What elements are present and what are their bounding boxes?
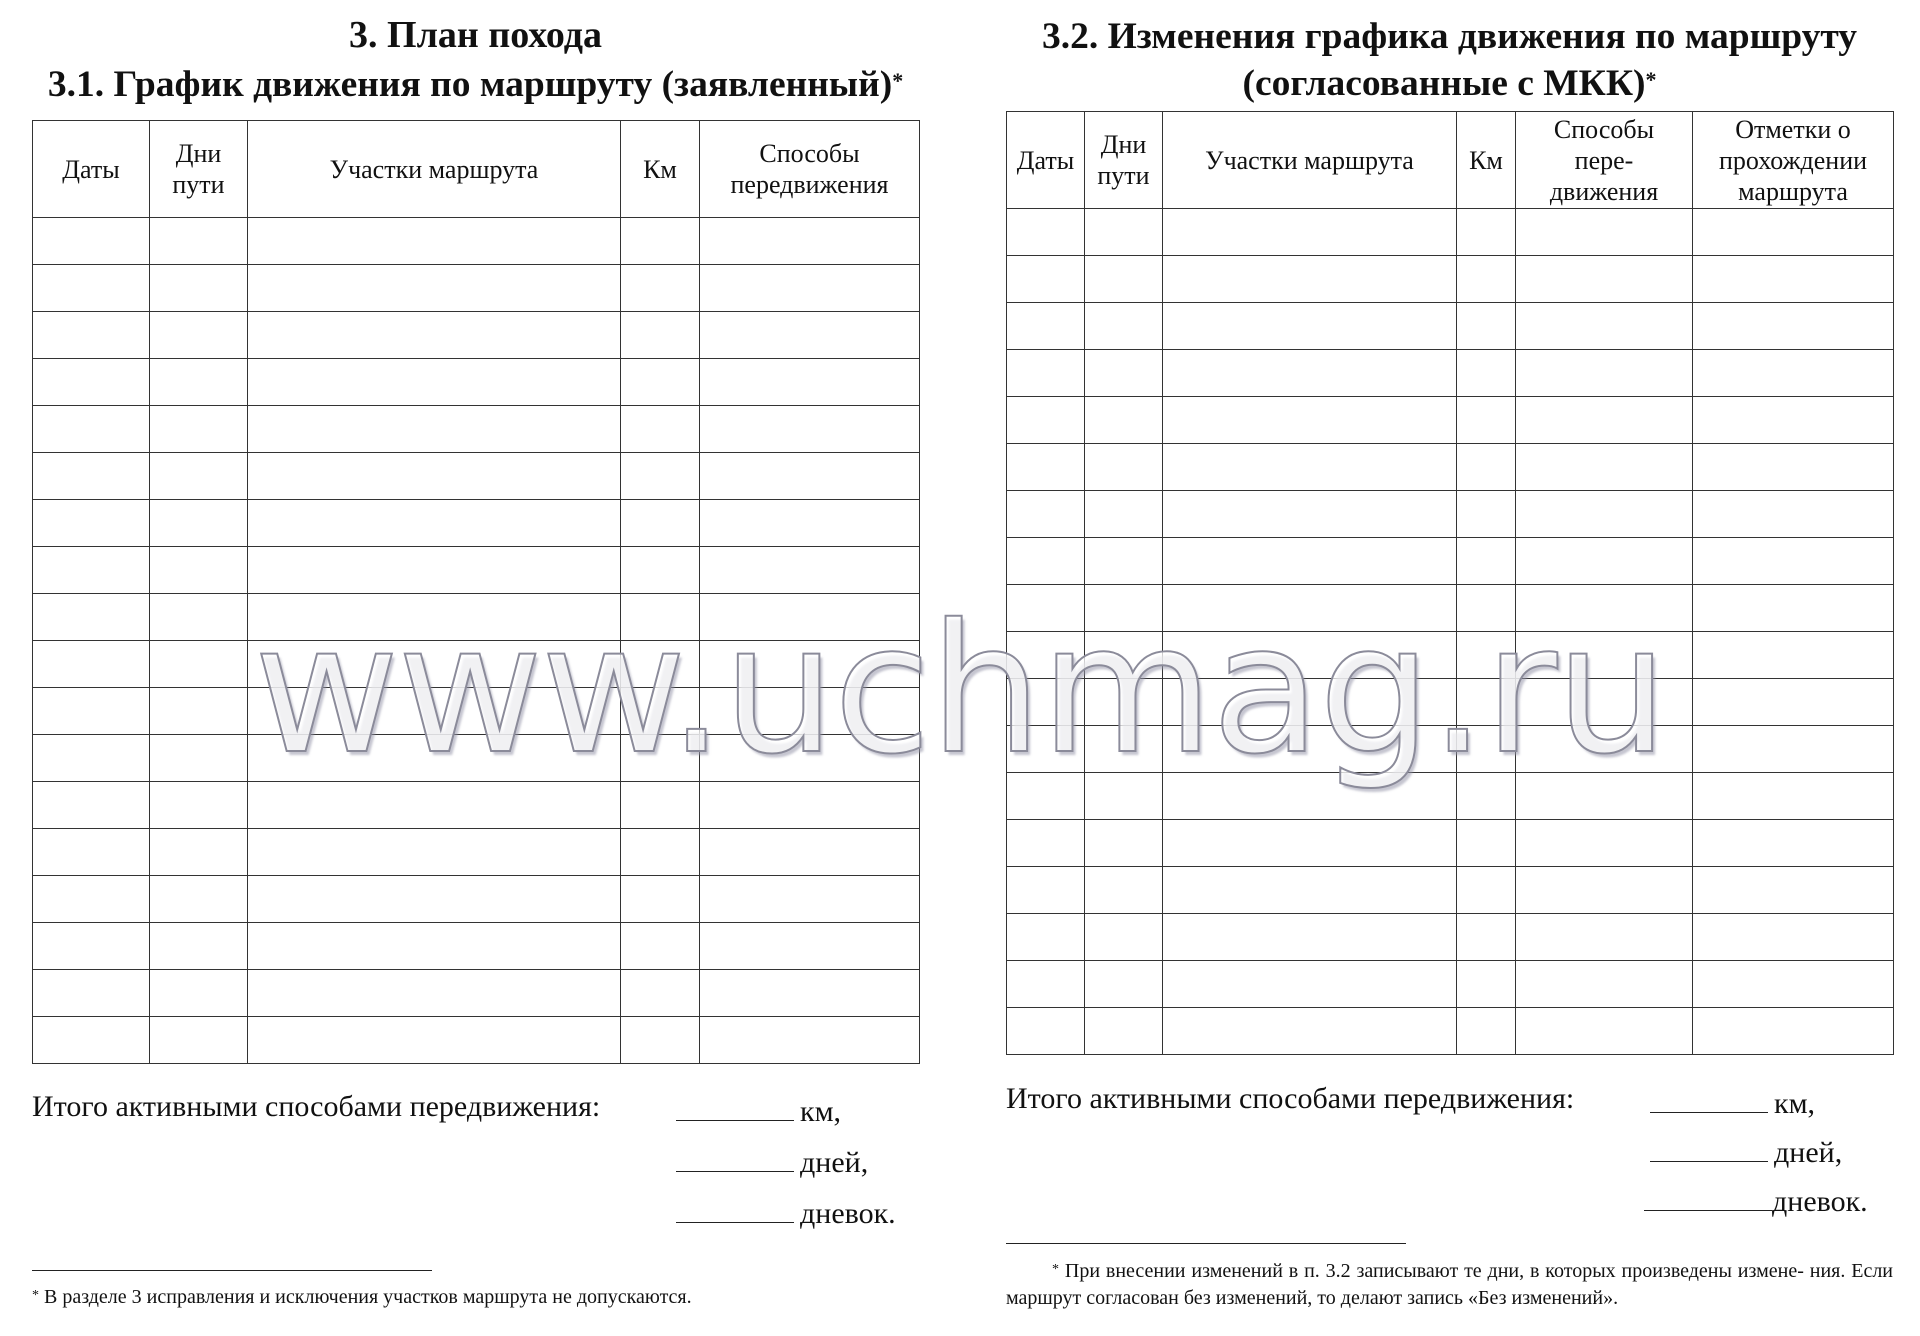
- declared-table-row: [33, 735, 920, 782]
- changes-table-cell[interactable]: [1007, 632, 1085, 679]
- declared-table-cell[interactable]: [700, 312, 920, 359]
- changes-table-cell[interactable]: [1516, 256, 1693, 303]
- changes-title-footnote-mark: *: [1645, 67, 1657, 92]
- changes-table-cell[interactable]: [1516, 773, 1693, 820]
- days-unit: дней,: [1774, 1136, 1843, 1169]
- declared-table-cell[interactable]: [248, 594, 621, 641]
- schedule-title: [32, 63, 919, 107]
- totals-block: [1006, 1082, 1893, 1232]
- rest-days-blank-field[interactable]: [676, 1192, 794, 1223]
- declared-table-cell[interactable]: [248, 1017, 621, 1064]
- declared-table-cell[interactable]: [150, 218, 248, 265]
- declared-table-cell[interactable]: [33, 735, 150, 782]
- declared-table-cell[interactable]: [248, 876, 621, 923]
- declared-table-cell[interactable]: [700, 735, 920, 782]
- declared-table-cell[interactable]: [150, 829, 248, 876]
- declared-table-cell[interactable]: [621, 923, 700, 970]
- declared-table-row: [33, 829, 920, 876]
- col-header-days-text: Дни пути: [172, 139, 225, 199]
- declared-table-row: [33, 970, 920, 1017]
- changes-table-cell[interactable]: [1457, 914, 1516, 961]
- declared-table-cell[interactable]: [248, 970, 621, 1017]
- declared-table-cell[interactable]: [621, 782, 700, 829]
- declared-table-cell[interactable]: [248, 406, 621, 453]
- changes-table-cell[interactable]: [1516, 914, 1693, 961]
- changes-table-cell[interactable]: [1457, 726, 1516, 773]
- declared-table-cell[interactable]: [621, 1017, 700, 1064]
- declared-table-cell[interactable]: [700, 829, 920, 876]
- declared-table-cell[interactable]: [621, 406, 700, 453]
- changes-title-line1: 3.2. Изменения графика движения по маршруту: [1041, 16, 1858, 57]
- changes-table-cell[interactable]: [1516, 867, 1693, 914]
- changes-table-cell[interactable]: [1693, 867, 1894, 914]
- changes-table-cell[interactable]: [1163, 303, 1457, 350]
- col-header-dates: Даты: [1007, 112, 1085, 209]
- changes-table-row: [1007, 961, 1894, 1008]
- changes-table-cell[interactable]: [1085, 303, 1163, 350]
- declared-table-row: [33, 641, 920, 688]
- changes-table-cell[interactable]: [1693, 820, 1894, 867]
- changes-table-cell[interactable]: [1007, 1008, 1085, 1055]
- changes-table-cell[interactable]: [1693, 1008, 1894, 1055]
- declared-table-cell[interactable]: [150, 547, 248, 594]
- declared-table-cell[interactable]: [248, 688, 621, 735]
- changes-table-cell[interactable]: [1457, 209, 1516, 256]
- changes-title: [1006, 0, 1893, 107]
- declared-table-cell[interactable]: [248, 359, 621, 406]
- declared-table-cell[interactable]: [621, 359, 700, 406]
- changes-table-cell[interactable]: [1516, 209, 1693, 256]
- changes-table-cell[interactable]: [1085, 726, 1163, 773]
- changes-table-cell[interactable]: [1516, 679, 1693, 726]
- declared-table-cell[interactable]: [700, 594, 920, 641]
- declared-table-cell[interactable]: [700, 500, 920, 547]
- changes-table-cell[interactable]: [1516, 444, 1693, 491]
- col-header-dates: Даты: [33, 121, 150, 218]
- changes-table-cell[interactable]: [1693, 773, 1894, 820]
- watermark: www.uchmag.ru: [253, 586, 1667, 793]
- declared-table-cell[interactable]: [33, 218, 150, 265]
- changes-table-cell[interactable]: [1163, 726, 1457, 773]
- declared-table-cell[interactable]: [33, 594, 150, 641]
- declared-table-cell[interactable]: [248, 641, 621, 688]
- changes-table-cell[interactable]: [1163, 538, 1457, 585]
- changes-table-cell[interactable]: [1516, 303, 1693, 350]
- changes-table-cell[interactable]: [1693, 914, 1894, 961]
- declared-table-cell[interactable]: [700, 688, 920, 735]
- changes-table-cell[interactable]: [1457, 491, 1516, 538]
- declared-table-cell[interactable]: [248, 500, 621, 547]
- changes-table-row: [1007, 867, 1894, 914]
- changes-table-cell[interactable]: [1007, 209, 1085, 256]
- declared-table-cell[interactable]: [621, 876, 700, 923]
- changes-table-cell[interactable]: [1085, 350, 1163, 397]
- col-header-travel-modes-text: Способы передвижения: [730, 139, 889, 199]
- changes-table-cell[interactable]: [1516, 538, 1693, 585]
- changes-table-row: [1007, 914, 1894, 961]
- declared-table-cell[interactable]: [621, 829, 700, 876]
- changes-table-cell[interactable]: [1163, 444, 1457, 491]
- changes-table-cell[interactable]: [1085, 538, 1163, 585]
- changes-table-cell[interactable]: [1693, 491, 1894, 538]
- declared-table-cell[interactable]: [33, 876, 150, 923]
- declared-table-cell[interactable]: [33, 688, 150, 735]
- changes-table-cell[interactable]: [1516, 820, 1693, 867]
- changes-table-cell[interactable]: [1085, 256, 1163, 303]
- changes-table-cell[interactable]: [1163, 1008, 1457, 1055]
- declared-table-row: [33, 406, 920, 453]
- declared-table-row: [33, 547, 920, 594]
- declared-table-cell[interactable]: [33, 500, 150, 547]
- declared-table-cell[interactable]: [150, 876, 248, 923]
- declared-table-cell[interactable]: [621, 735, 700, 782]
- changes-table-row: [1007, 773, 1894, 820]
- changes-table-cell[interactable]: [1163, 679, 1457, 726]
- changes-table-cell[interactable]: [1693, 397, 1894, 444]
- declared-table-cell[interactable]: [700, 547, 920, 594]
- changes-table-row: [1007, 632, 1894, 679]
- declared-table-row: [33, 876, 920, 923]
- footnote-mark: *: [32, 1288, 39, 1303]
- declared-table-cell[interactable]: [150, 735, 248, 782]
- declared-table-cell[interactable]: [33, 1017, 150, 1064]
- declared-table-cell[interactable]: [33, 453, 150, 500]
- changes-table-row: [1007, 1008, 1894, 1055]
- declared-table-cell[interactable]: [150, 359, 248, 406]
- changes-table-cell[interactable]: [1457, 444, 1516, 491]
- changes-table-cell[interactable]: [1163, 209, 1457, 256]
- col-header-route-segments: Участки маршрута: [248, 121, 621, 218]
- changes-table-cell[interactable]: [1163, 820, 1457, 867]
- declared-table-cell[interactable]: [150, 453, 248, 500]
- changes-table-cell[interactable]: [1085, 961, 1163, 1008]
- changes-table-cell[interactable]: [1516, 632, 1693, 679]
- changes-table-cell[interactable]: [1007, 773, 1085, 820]
- changes-table-cell[interactable]: [1693, 303, 1894, 350]
- changes-table-cell[interactable]: [1085, 585, 1163, 632]
- declared-table-cell[interactable]: [33, 970, 150, 1017]
- declared-table-cell[interactable]: [248, 265, 621, 312]
- changes-table-cell[interactable]: [1007, 585, 1085, 632]
- km-blank-field[interactable]: [676, 1090, 794, 1121]
- rest-days-blank-field[interactable]: [1644, 1180, 1772, 1211]
- declared-table-cell[interactable]: [621, 453, 700, 500]
- col-header-completion-marks-text: Отметки о прохождении маршрута: [1718, 114, 1868, 206]
- changes-table-cell[interactable]: [1085, 632, 1163, 679]
- declared-table-cell[interactable]: [621, 641, 700, 688]
- changes-table-cell[interactable]: [1693, 632, 1894, 679]
- declared-table-cell[interactable]: [33, 406, 150, 453]
- km-unit: км,: [800, 1095, 842, 1128]
- declared-table-cell[interactable]: [248, 923, 621, 970]
- changes-table-cell[interactable]: [1693, 256, 1894, 303]
- changes-table-cell[interactable]: [1085, 820, 1163, 867]
- km-unit: км,: [1774, 1087, 1816, 1120]
- table-header-row: [33, 121, 920, 218]
- changes-table-cell[interactable]: [1457, 773, 1516, 820]
- changes-schedule-table: [1006, 111, 1894, 1055]
- declared-table-row: [33, 312, 920, 359]
- declared-table-cell[interactable]: [700, 453, 920, 500]
- declared-table-cell[interactable]: [248, 312, 621, 359]
- declared-table-cell[interactable]: [700, 641, 920, 688]
- changes-table-cell[interactable]: [1007, 679, 1085, 726]
- declared-table-cell[interactable]: [33, 359, 150, 406]
- footnote-mark: *: [1052, 1262, 1059, 1277]
- declared-table-cell[interactable]: [33, 312, 150, 359]
- left-page: [32, 0, 919, 1308]
- totals-block: [32, 1090, 919, 1240]
- declared-table-cell[interactable]: [700, 1017, 920, 1064]
- declared-table-cell[interactable]: [248, 547, 621, 594]
- declared-table-cell[interactable]: [700, 923, 920, 970]
- changes-table-cell[interactable]: [1516, 726, 1693, 773]
- declared-table-cell[interactable]: [33, 265, 150, 312]
- changes-table-row: [1007, 350, 1894, 397]
- declared-table-row: [33, 453, 920, 500]
- declared-table-cell[interactable]: [700, 218, 920, 265]
- changes-table-cell[interactable]: [1693, 538, 1894, 585]
- right-page: [1006, 0, 1894, 1309]
- changes-table-cell[interactable]: [1457, 538, 1516, 585]
- days-blank-field[interactable]: [676, 1141, 794, 1172]
- totals-label: Итого активными способами передвижения:: [1006, 1082, 1575, 1115]
- changes-table-row: [1007, 256, 1894, 303]
- declared-table-cell[interactable]: [621, 265, 700, 312]
- changes-table-cell[interactable]: [1007, 914, 1085, 961]
- footnote: [32, 1284, 919, 1311]
- changes-table-row: [1007, 303, 1894, 350]
- changes-table-row: [1007, 585, 1894, 632]
- declared-table-cell[interactable]: [248, 453, 621, 500]
- changes-table-cell[interactable]: [1457, 632, 1516, 679]
- changes-table-cell[interactable]: [1007, 397, 1085, 444]
- rest-days-unit: дневок.: [1772, 1185, 1868, 1218]
- declared-table-cell[interactable]: [150, 500, 248, 547]
- declared-table-cell[interactable]: [150, 594, 248, 641]
- declared-table-cell[interactable]: [700, 970, 920, 1017]
- changes-table-cell[interactable]: [1693, 350, 1894, 397]
- changes-table-cell[interactable]: [1516, 961, 1693, 1008]
- changes-table-cell[interactable]: [1163, 585, 1457, 632]
- declared-table-cell[interactable]: [700, 265, 920, 312]
- changes-table-cell[interactable]: [1693, 209, 1894, 256]
- changes-table-cell[interactable]: [1007, 538, 1085, 585]
- section-title: 3. План похода: [349, 14, 602, 56]
- declared-table-cell[interactable]: [33, 547, 150, 594]
- col-header-days: [150, 121, 248, 218]
- km-blank-field[interactable]: [1650, 1082, 1768, 1113]
- changes-table-cell[interactable]: [1007, 350, 1085, 397]
- changes-table-cell[interactable]: [1085, 914, 1163, 961]
- changes-table-cell[interactable]: [1693, 444, 1894, 491]
- declared-table-row: [33, 359, 920, 406]
- changes-table-cell[interactable]: [1007, 444, 1085, 491]
- changes-table-cell[interactable]: [1163, 256, 1457, 303]
- changes-table-cell[interactable]: [1516, 491, 1693, 538]
- declared-table-cell[interactable]: [33, 829, 150, 876]
- changes-table-cell[interactable]: [1163, 397, 1457, 444]
- changes-table-cell[interactable]: [1516, 350, 1693, 397]
- col-header-days-text: Дни пути: [1097, 130, 1150, 190]
- changes-table-cell[interactable]: [1516, 1008, 1693, 1055]
- col-header-travel-modes: [1516, 112, 1693, 209]
- declared-table-row: [33, 594, 920, 641]
- declared-table-cell[interactable]: [621, 218, 700, 265]
- changes-table-cell[interactable]: [1457, 397, 1516, 444]
- changes-table-cell[interactable]: [1516, 585, 1693, 632]
- col-header-travel-modes: [700, 121, 920, 218]
- declared-table-cell[interactable]: [150, 688, 248, 735]
- changes-table-cell[interactable]: [1163, 632, 1457, 679]
- changes-table-cell[interactable]: [1516, 397, 1693, 444]
- declared-table-cell[interactable]: [621, 594, 700, 641]
- changes-table-cell[interactable]: [1163, 350, 1457, 397]
- changes-table-cell[interactable]: [1457, 820, 1516, 867]
- declared-table-row: [33, 923, 920, 970]
- changes-table-cell[interactable]: [1007, 303, 1085, 350]
- col-header-completion-marks: [1693, 112, 1894, 209]
- footnote-text: При внесении изменений в п. 3.2 записывают те дни, в которых произведены измене- ния. Если маршрут согласован без изменений, то делают запись «Без изменений».: [1006, 1260, 1894, 1309]
- changes-table-row: [1007, 538, 1894, 585]
- changes-table-cell[interactable]: [1085, 491, 1163, 538]
- declared-table-cell[interactable]: [33, 923, 150, 970]
- changes-table-cell[interactable]: [1163, 961, 1457, 1008]
- changes-table-cell[interactable]: [1457, 585, 1516, 632]
- changes-table-cell[interactable]: [1163, 491, 1457, 538]
- changes-table-cell[interactable]: [1007, 491, 1085, 538]
- declared-table-cell[interactable]: [150, 312, 248, 359]
- col-header-travel-modes-text: Способы пере- движения: [1549, 114, 1659, 206]
- declared-table-cell[interactable]: [248, 735, 621, 782]
- changes-table-cell[interactable]: [1085, 209, 1163, 256]
- footnote-divider: [32, 1270, 432, 1271]
- changes-table-cell[interactable]: [1457, 303, 1516, 350]
- declared-table-cell[interactable]: [700, 406, 920, 453]
- col-header-route-segments: Участки маршрута: [1163, 112, 1457, 209]
- changes-table-cell[interactable]: [1693, 726, 1894, 773]
- changes-table-cell[interactable]: [1085, 397, 1163, 444]
- changes-table-cell[interactable]: [1007, 256, 1085, 303]
- schedule-title-footnote-mark: *: [892, 68, 904, 93]
- changes-table-cell[interactable]: [1007, 961, 1085, 1008]
- declared-table-cell[interactable]: [150, 782, 248, 829]
- col-header-km: Км: [621, 121, 700, 218]
- col-header-days: [1085, 112, 1163, 209]
- declared-table-cell[interactable]: [150, 641, 248, 688]
- changes-table-cell[interactable]: [1007, 867, 1085, 914]
- declared-table-cell[interactable]: [621, 970, 700, 1017]
- changes-table-cell[interactable]: [1007, 820, 1085, 867]
- footnote: [1006, 1258, 1893, 1312]
- changes-title-line2: (согласованные с МКК): [1242, 63, 1646, 104]
- changes-table-cell[interactable]: [1085, 1008, 1163, 1055]
- declared-table-row: [33, 218, 920, 265]
- declared-table-cell[interactable]: [700, 359, 920, 406]
- declared-table-row: [33, 1017, 920, 1064]
- totals-label: Итого активными способами передвижения:: [32, 1090, 601, 1123]
- changes-table-cell[interactable]: [1457, 961, 1516, 1008]
- changes-table-cell[interactable]: [1457, 679, 1516, 726]
- declared-table-cell[interactable]: [248, 782, 621, 829]
- declared-table-row: [33, 500, 920, 547]
- changes-table-cell[interactable]: [1163, 773, 1457, 820]
- declared-table-cell[interactable]: [621, 547, 700, 594]
- changes-table-row: [1007, 820, 1894, 867]
- declared-table-cell[interactable]: [621, 500, 700, 547]
- changes-table-row: [1007, 679, 1894, 726]
- changes-table-cell[interactable]: [1693, 961, 1894, 1008]
- declared-table-cell[interactable]: [150, 970, 248, 1017]
- declared-schedule-body: [33, 218, 920, 1064]
- declared-table-cell[interactable]: [621, 312, 700, 359]
- changes-table-cell[interactable]: [1457, 1008, 1516, 1055]
- declared-table-cell[interactable]: [700, 876, 920, 923]
- changes-table-cell[interactable]: [1457, 350, 1516, 397]
- changes-table-row: [1007, 491, 1894, 538]
- declared-table-cell[interactable]: [150, 923, 248, 970]
- changes-table-cell[interactable]: [1085, 679, 1163, 726]
- changes-table-cell[interactable]: [1457, 256, 1516, 303]
- declared-table-cell[interactable]: [33, 641, 150, 688]
- days-unit: дней,: [800, 1146, 869, 1179]
- footnote-text: В разделе 3 исправления и исключения участков маршрута не допускаются.: [44, 1286, 692, 1308]
- days-blank-field[interactable]: [1650, 1131, 1768, 1162]
- changes-table-cell[interactable]: [1085, 867, 1163, 914]
- declared-table-cell[interactable]: [700, 782, 920, 829]
- declared-table-row: [33, 688, 920, 735]
- declared-schedule-table: [32, 120, 920, 1064]
- changes-table-row: [1007, 444, 1894, 491]
- changes-table-cell[interactable]: [1457, 867, 1516, 914]
- col-header-km: Км: [1457, 112, 1516, 209]
- changes-table-cell[interactable]: [1085, 444, 1163, 491]
- footnote-divider: [1006, 1243, 1406, 1244]
- declared-table-cell[interactable]: [248, 218, 621, 265]
- changes-table-row: [1007, 209, 1894, 256]
- declared-table-cell[interactable]: [150, 1017, 248, 1064]
- declared-table-cell[interactable]: [33, 782, 150, 829]
- changes-table-cell[interactable]: [1085, 773, 1163, 820]
- schedule-title-text: 3.1. График движения по маршруту (заявленный): [47, 64, 893, 105]
- changes-table-row: [1007, 726, 1894, 773]
- declared-table-cell[interactable]: [248, 829, 621, 876]
- declared-table-cell[interactable]: [621, 688, 700, 735]
- changes-table-row: [1007, 397, 1894, 444]
- changes-table-cell[interactable]: [1163, 867, 1457, 914]
- declared-table-cell[interactable]: [150, 265, 248, 312]
- declared-table-row: [33, 782, 920, 829]
- declared-table-cell[interactable]: [150, 406, 248, 453]
- changes-table-cell[interactable]: [1007, 726, 1085, 773]
- declared-table-row: [33, 265, 920, 312]
- table-header-row: [1007, 112, 1894, 209]
- changes-table-cell[interactable]: [1163, 914, 1457, 961]
- changes-schedule-body: [1007, 209, 1894, 1055]
- rest-days-unit: дневок.: [800, 1197, 896, 1230]
- changes-table-cell[interactable]: [1693, 679, 1894, 726]
- changes-table-cell[interactable]: [1693, 585, 1894, 632]
